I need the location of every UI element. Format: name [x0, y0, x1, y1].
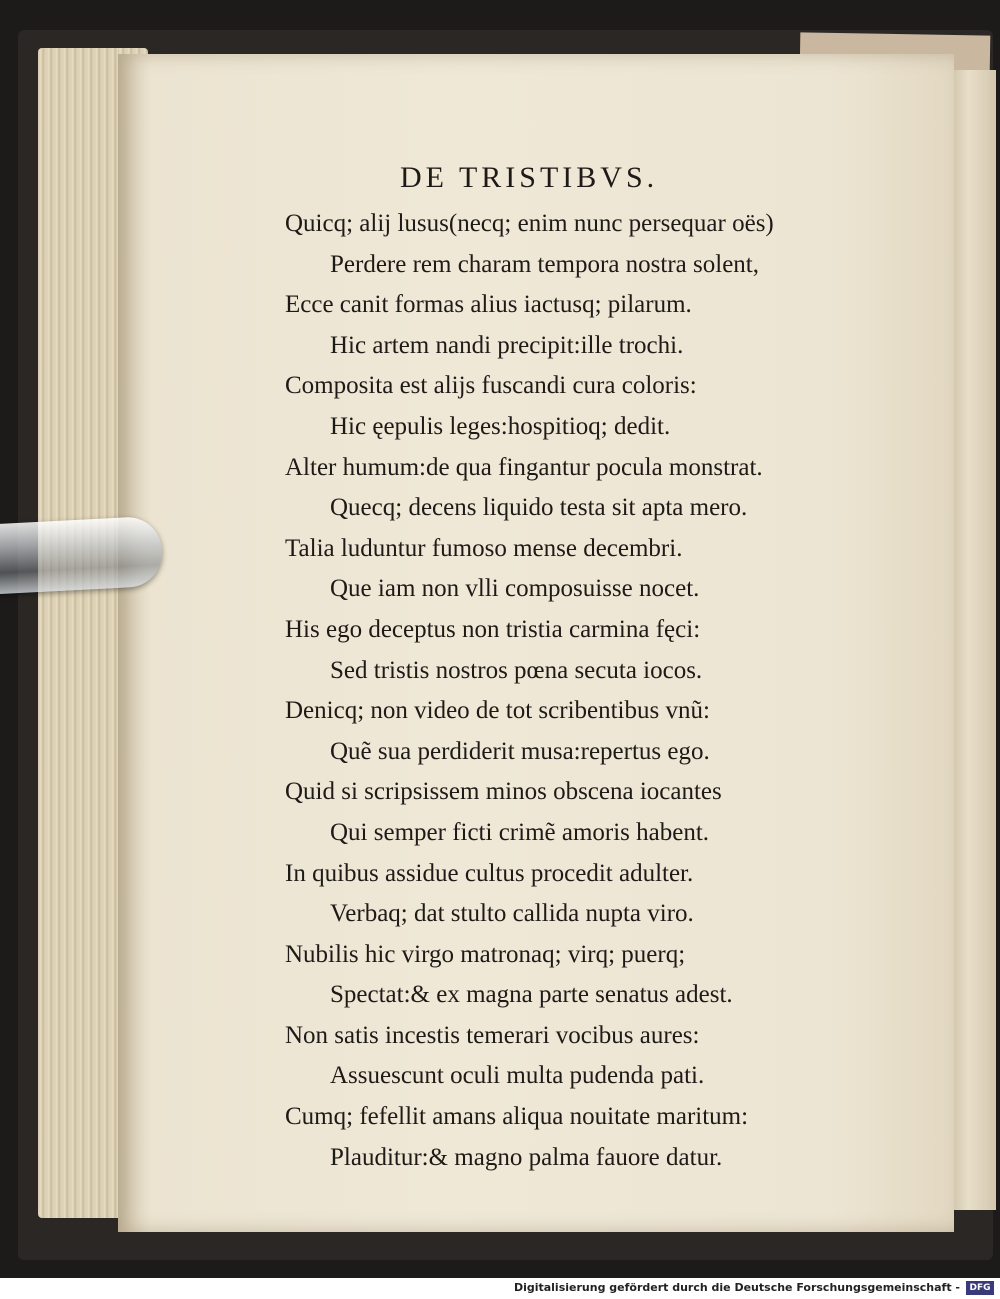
verse-line: Alter humum:de qua fingantur pocula monstrat.: [285, 453, 763, 481]
poem-text: [285, 160, 905, 1178]
facing-page-edge: [950, 70, 996, 1210]
verse-line: Hic ęepulis leges:hospitioq; dedit.: [330, 412, 671, 440]
verse-line: Denicq; non video de tot scribentibus vnũ:: [285, 697, 710, 725]
verse-line: Verbaq; dat stulto callida nupta viro.: [330, 900, 694, 928]
verse-line: Que iam non vlli composuisse nocet.: [330, 575, 700, 603]
verse-line: Quẽ sua perdiderit musa:repertus ego.: [330, 737, 710, 765]
funding-credit: Digitalisierung gefördert durch die Deutsche Forschungsgemeinschaft -: [513, 1281, 960, 1294]
verse-line: Composita est alijs fuscandi cura coloris:: [285, 372, 697, 400]
verse-line: Qui semper ficti crimẽ amoris habent.: [330, 818, 710, 846]
glass-page-weight: [0, 516, 164, 595]
verse-line: Ecce canit formas alius iactusq; pilarum.: [285, 291, 692, 319]
verse-line: Assuescunt oculi multa pudenda pati.: [330, 1062, 705, 1090]
verse-line: Cumq; fefellit amans aliqua nouitate maritum:: [285, 1103, 749, 1131]
verse-line: Nubilis hic virgo matronaq; virq; puerq;: [285, 940, 686, 968]
verse-line: Quicq; alij lusus(necq; enim nunc persequar oës): [285, 210, 774, 237]
verse-line: Hic artem nandi precipit:ille trochi.: [330, 331, 684, 359]
verse-line: Non satis incestis temerari vocibus aures:: [285, 1021, 700, 1049]
verse-line: In quibus assidue cultus procedit adulter.: [285, 859, 694, 887]
footer-bar: [0, 1278, 1000, 1299]
verse-line: Perdere rem charam tempora nostra solent,: [330, 250, 759, 278]
verse-line: Spectat:& ex magna parte senatus adest.: [330, 981, 733, 1009]
verse-line: Sed tristis nostros pœna secuta iocos.: [330, 656, 703, 684]
dfg-logo: DFG: [966, 1281, 994, 1295]
verse-line: Quid si scripsissem minos obscena iocantes: [285, 778, 722, 806]
verse-line: Plauditur:& magno palma fauore datur.: [330, 1143, 723, 1171]
verse-list: [285, 204, 905, 1178]
verse-line: Quecq; decens liquido testa sit apta mero.: [330, 494, 748, 522]
verse-line: Talia luduntur fumoso mense decembri.: [285, 534, 683, 562]
verse-line: His ego deceptus non tristia carmina fęci:: [285, 615, 701, 643]
page-title: DE TRISTIBVS.: [400, 161, 659, 194]
